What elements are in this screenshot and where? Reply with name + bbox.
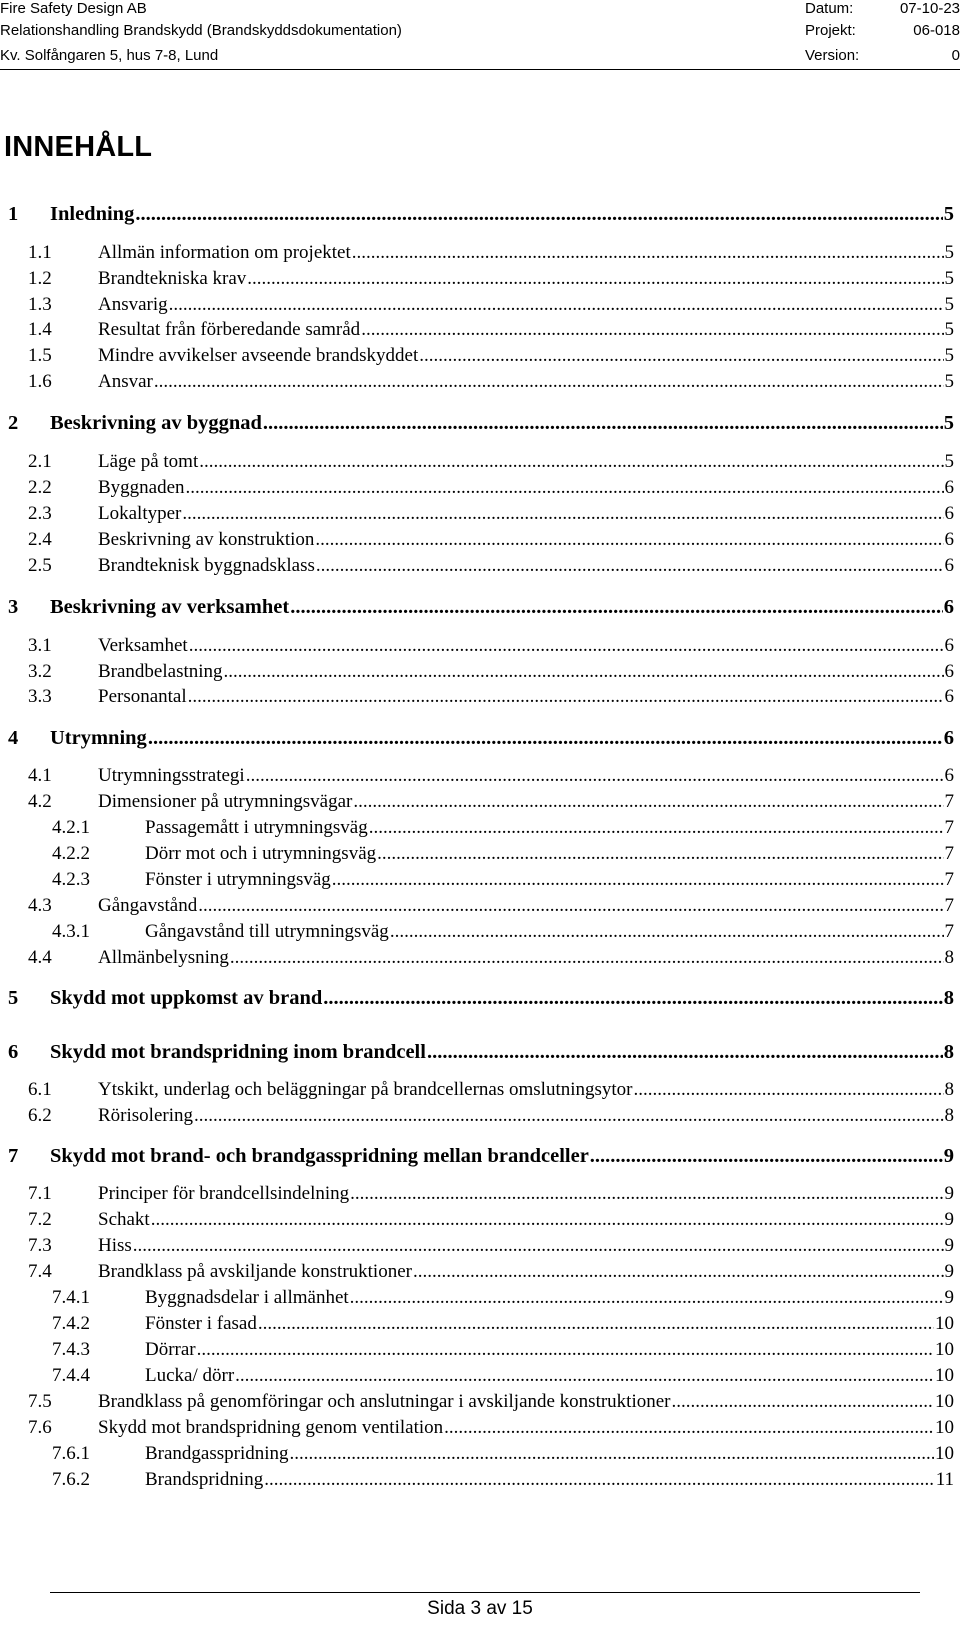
toc-entry-title: Gångavstånd bbox=[98, 895, 198, 916]
toc-entry-page: 9 bbox=[944, 1209, 954, 1230]
toc-entry-number: 4.2.2 bbox=[52, 843, 90, 864]
toc-entry-page: 9 bbox=[943, 1145, 954, 1167]
toc-dot-leader bbox=[188, 685, 944, 709]
toc-entry[interactable] bbox=[52, 868, 954, 892]
toc-entry-page: 8 bbox=[943, 987, 954, 1009]
toc-entry-page: 8 bbox=[943, 1041, 954, 1063]
toc-entry-page: 6 bbox=[944, 661, 954, 682]
toc-dot-leader bbox=[323, 985, 942, 1011]
toc-entry[interactable] bbox=[28, 1182, 954, 1206]
toc-entry-title: Schakt bbox=[98, 1209, 150, 1230]
toc-entry[interactable] bbox=[8, 594, 954, 620]
toc-entry-number: 7.5 bbox=[28, 1391, 52, 1412]
toc-entry-number: 6.1 bbox=[28, 1079, 52, 1100]
toc-entry-page: 9 bbox=[944, 1287, 954, 1308]
toc-entry-title: Ansvarig bbox=[98, 294, 168, 315]
toc-dot-leader bbox=[230, 946, 944, 970]
toc-dot-leader bbox=[377, 842, 943, 866]
toc-entry-page: 10 bbox=[935, 1339, 954, 1360]
toc-entry-page: 7 bbox=[944, 791, 954, 812]
toc-entry-number: 6 bbox=[8, 1041, 19, 1063]
header-divider bbox=[0, 69, 960, 70]
toc-entry-number: 7.4.1 bbox=[52, 1287, 90, 1308]
toc-dot-leader bbox=[199, 450, 943, 474]
toc-entry-number: 2.5 bbox=[28, 555, 52, 576]
toc-entry-title: Skydd mot brand- och brandgasspridning mellan brandceller bbox=[50, 1145, 589, 1167]
toc-entry-page: 5 bbox=[944, 319, 954, 340]
toc-entry[interactable] bbox=[28, 450, 954, 474]
toc-entry-number: 2.2 bbox=[28, 477, 52, 498]
page-number: Sida 3 av 15 bbox=[427, 1598, 533, 1619]
toc-entry[interactable] bbox=[52, 1338, 954, 1362]
toc-entry[interactable] bbox=[52, 920, 954, 944]
toc-entry-page: 8 bbox=[944, 1105, 954, 1126]
toc-entry-number: 1.5 bbox=[28, 345, 52, 366]
toc-entry-page: 6 bbox=[944, 555, 954, 576]
toc-dot-leader bbox=[169, 293, 944, 317]
toc-entry-page: 7 bbox=[944, 817, 954, 838]
toc-entry-number: 7.4 bbox=[28, 1261, 52, 1282]
toc-entry-number: 7.3 bbox=[28, 1235, 52, 1256]
toc-dot-leader bbox=[247, 267, 943, 291]
toc-entry[interactable] bbox=[8, 1039, 954, 1065]
toc-entry-number: 3.3 bbox=[28, 686, 52, 707]
toc-entry[interactable] bbox=[28, 502, 954, 526]
toc-dot-leader bbox=[186, 476, 944, 500]
toc-entry-number: 4.3.1 bbox=[52, 921, 90, 942]
toc-dot-leader bbox=[224, 660, 944, 684]
toc-entry-page: 6 bbox=[944, 635, 954, 656]
toc-entry-number: 5 bbox=[8, 987, 19, 1009]
toc-entry-title: Principer för brandcellsindelning bbox=[98, 1183, 350, 1204]
toc-dot-leader bbox=[235, 1364, 934, 1388]
toc-entry-number: 2.3 bbox=[28, 503, 52, 524]
toc-entry[interactable] bbox=[28, 1208, 954, 1232]
toc-entry-number: 2.4 bbox=[28, 529, 52, 550]
toc-dot-leader bbox=[135, 201, 942, 227]
toc-dot-leader bbox=[332, 868, 944, 892]
toc-entry-number: 1.2 bbox=[28, 268, 52, 289]
toc-dot-leader bbox=[590, 1143, 943, 1169]
toc-entry-page: 6 bbox=[943, 727, 954, 749]
toc-entry-page: 6 bbox=[944, 529, 954, 550]
toc-entry[interactable] bbox=[28, 293, 954, 317]
toc-entry-title: Beskrivning av verksamhet bbox=[50, 596, 290, 618]
toc-entry-title: Skydd mot uppkomst av brand bbox=[50, 987, 323, 1009]
toc-entry-page: 6 bbox=[944, 686, 954, 707]
toc-entry-title: Mindre avvikelser avseende brandskyddet bbox=[98, 345, 419, 366]
toc-entry-page: 5 bbox=[944, 451, 954, 472]
toc-entry-number: 2 bbox=[8, 412, 19, 434]
toc-dot-leader bbox=[151, 1208, 944, 1232]
toc-entry-title: Dörr mot och i utrymningsväg bbox=[145, 843, 377, 864]
toc-entry-page: 9 bbox=[944, 1261, 954, 1282]
toc-dot-leader bbox=[353, 790, 943, 814]
toc-entry[interactable] bbox=[8, 1143, 954, 1169]
toc-entry-page: 9 bbox=[944, 1235, 954, 1256]
toc-entry-title: Lokaltyper bbox=[98, 503, 182, 524]
toc-entry-page: 7 bbox=[944, 921, 954, 942]
toc-dot-leader bbox=[246, 764, 944, 788]
toc-entry[interactable] bbox=[52, 842, 954, 866]
toc-dot-leader bbox=[315, 528, 943, 552]
toc-entry[interactable] bbox=[28, 241, 954, 265]
toc-entry-title: Brandtekniska krav bbox=[98, 268, 247, 289]
toc-entry-page: 10 bbox=[935, 1365, 954, 1386]
toc-dot-leader bbox=[350, 1182, 943, 1206]
toc-entry[interactable] bbox=[8, 201, 954, 227]
toc-dot-leader bbox=[419, 344, 943, 368]
toc-dot-leader bbox=[352, 241, 944, 265]
toc-entry[interactable] bbox=[52, 1286, 954, 1310]
toc-entry-number: 1.6 bbox=[28, 371, 52, 392]
toc-entry[interactable] bbox=[28, 790, 954, 814]
toc-entry[interactable] bbox=[28, 554, 954, 578]
toc-entry-number: 4.2 bbox=[28, 791, 52, 812]
toc-entry-number: 3.2 bbox=[28, 661, 52, 682]
toc-dot-leader bbox=[133, 1234, 944, 1258]
toc-entry[interactable] bbox=[28, 528, 954, 552]
toc-entry-title: Personantal bbox=[98, 686, 187, 707]
toc-entry-number: 4.1 bbox=[28, 765, 52, 786]
toc-entry-title: Skydd mot brandspridning inom brandcell bbox=[50, 1041, 426, 1063]
toc-entry-page: 10 bbox=[935, 1313, 954, 1334]
toc-entry[interactable] bbox=[28, 946, 954, 970]
toc-entry-title: Brandbelastning bbox=[98, 661, 223, 682]
toc-entry-page: 10 bbox=[935, 1443, 954, 1464]
toc-entry-title: Utrymning bbox=[50, 727, 147, 749]
toc-entry-title: Byggnadsdelar i allmänhet bbox=[145, 1287, 349, 1308]
toc-entry[interactable] bbox=[8, 725, 954, 751]
toc-entry[interactable] bbox=[28, 344, 954, 368]
toc-entry-page: 6 bbox=[944, 503, 954, 524]
toc-entry-number: 4.2.3 bbox=[52, 869, 90, 890]
footer-divider bbox=[50, 1592, 920, 1593]
toc-entry-page: 10 bbox=[935, 1417, 954, 1438]
toc-entry-number: 1.3 bbox=[28, 294, 52, 315]
toc-dot-leader bbox=[290, 594, 943, 620]
toc-entry-page: 7 bbox=[944, 869, 954, 890]
toc-entry-title: Läge på tomt bbox=[98, 451, 199, 472]
toc-entry-title: Gångavstånd till utrymningsväg bbox=[145, 921, 389, 942]
toc-entry-number: 3 bbox=[8, 596, 19, 618]
toc-dot-leader bbox=[182, 502, 943, 526]
toc-entry-title: Fönster i utrymningsväg bbox=[145, 869, 331, 890]
toc-entry-title: Ytskikt, underlag och beläggningar på brandcellernas omslutningsytor bbox=[98, 1079, 633, 1100]
toc-entry-title: Ansvar bbox=[98, 371, 153, 392]
toc-entry-number: 4.2.1 bbox=[52, 817, 90, 838]
header-date-value: 07-10-23 bbox=[899, 0, 960, 17]
toc-dot-leader bbox=[672, 1390, 934, 1414]
toc-entry-number: 4 bbox=[8, 727, 19, 749]
toc-entry-number: 7.6.2 bbox=[52, 1469, 90, 1490]
toc-entry[interactable] bbox=[28, 318, 954, 342]
toc-dot-leader bbox=[258, 1312, 934, 1336]
toc-entry[interactable] bbox=[28, 1260, 954, 1284]
toc-entry[interactable] bbox=[28, 1078, 954, 1102]
toc-entry-number: 7.1 bbox=[28, 1183, 52, 1204]
toc-entry[interactable] bbox=[28, 660, 954, 684]
toc-entry[interactable] bbox=[28, 634, 954, 658]
toc-entry-number: 1.4 bbox=[28, 319, 52, 340]
toc-dot-leader bbox=[263, 410, 943, 436]
toc-entry-number: 1.1 bbox=[28, 242, 52, 263]
toc-entry[interactable] bbox=[52, 1312, 954, 1336]
toc-entry-title: Brandteknisk byggnadsklass bbox=[98, 555, 315, 576]
toc-entry-page: 5 bbox=[944, 242, 954, 263]
toc-dot-leader bbox=[427, 1039, 943, 1065]
toc-entry-title: Beskrivning av konstruktion bbox=[98, 529, 315, 550]
toc-entry-number: 7.6 bbox=[28, 1417, 52, 1438]
toc-entry-page: 6 bbox=[944, 765, 954, 786]
toc-entry[interactable] bbox=[28, 1390, 954, 1414]
toc-entry-page: 6 bbox=[944, 477, 954, 498]
toc-dot-leader bbox=[413, 1260, 944, 1284]
toc-entry-title: Skydd mot brandspridning genom ventilation bbox=[98, 1417, 444, 1438]
toc-entry-title: Allmän information om projektet bbox=[98, 242, 351, 263]
toc-entry-page: 8 bbox=[944, 1079, 954, 1100]
toc-dot-leader bbox=[198, 894, 943, 918]
toc-entry-page: 5 bbox=[943, 203, 954, 225]
toc-dot-leader bbox=[148, 725, 943, 751]
toc-entry[interactable] bbox=[28, 685, 954, 709]
toc-dot-leader bbox=[350, 1286, 944, 1310]
toc-entry[interactable] bbox=[28, 370, 954, 394]
toc-entry-title: Fönster i fasad bbox=[145, 1313, 257, 1334]
toc-entry-title: Rörisolering bbox=[98, 1105, 193, 1126]
toc-entry[interactable] bbox=[8, 410, 954, 436]
header-date-label: Datum: bbox=[805, 0, 854, 17]
toc-entry-number: 2.1 bbox=[28, 451, 52, 472]
toc-entry-number: 7.4.3 bbox=[52, 1339, 90, 1360]
toc-entry-title: Allmänbelysning bbox=[98, 947, 229, 968]
toc-entry-number: 7.2 bbox=[28, 1209, 52, 1230]
toc-entry-title: Utrymningsstrategi bbox=[98, 765, 245, 786]
toc-entry-number: 7 bbox=[8, 1145, 19, 1167]
toc-entry-title: Brandgasspridning bbox=[145, 1443, 289, 1464]
toc-entry[interactable] bbox=[8, 985, 954, 1011]
header-document: Relationshandling Brandskydd (Brandskyddsdokumentation) bbox=[0, 22, 402, 39]
toc-entry-title: Dimensioner på utrymningsvägar bbox=[98, 791, 353, 812]
toc-dot-leader bbox=[634, 1078, 944, 1102]
toc-entry[interactable] bbox=[28, 1416, 954, 1440]
toc-entry-number: 6.2 bbox=[28, 1105, 52, 1126]
toc-entry[interactable] bbox=[28, 1104, 954, 1128]
toc-entry-number: 1 bbox=[8, 203, 19, 225]
toc-dot-leader bbox=[361, 318, 943, 342]
toc-entry-title: Lucka/ dörr bbox=[145, 1365, 235, 1386]
toc-dot-leader bbox=[290, 1442, 934, 1466]
toc-entry-number: 4.4 bbox=[28, 947, 52, 968]
toc-entry-title: Byggnaden bbox=[98, 477, 185, 498]
toc-entry-page: 8 bbox=[944, 947, 954, 968]
toc-entry-title: Brandspridning bbox=[145, 1469, 264, 1490]
toc-entry-page: 5 bbox=[944, 371, 954, 392]
toc-entry-page: 7 bbox=[944, 843, 954, 864]
toc-entry-number: 3.1 bbox=[28, 635, 52, 656]
toc-dot-leader bbox=[194, 1104, 944, 1128]
toc-entry[interactable] bbox=[28, 764, 954, 788]
toc-entry-title: Dörrar bbox=[145, 1339, 196, 1360]
toc-entry-title: Passagemått i utrymningsväg bbox=[145, 817, 368, 838]
toc-entry-page: 11 bbox=[935, 1469, 954, 1490]
toc-entry-page: 5 bbox=[944, 345, 954, 366]
toc-entry-title: Brandklass på genomföringar och anslutningar i avskiljande konstruktioner bbox=[98, 1391, 671, 1412]
toc-dot-leader bbox=[189, 634, 944, 658]
toc-dot-leader bbox=[264, 1468, 934, 1492]
toc-dot-leader bbox=[369, 816, 944, 840]
header-project-label: Projekt: bbox=[805, 22, 856, 39]
toc-entry-page: 7 bbox=[944, 895, 954, 916]
toc-entry[interactable] bbox=[52, 1364, 954, 1388]
header-property: Kv. Solfångaren 5, hus 7-8, Lund bbox=[0, 47, 219, 64]
toc-entry-page: 6 bbox=[943, 596, 954, 618]
toc-entry[interactable] bbox=[52, 1468, 954, 1492]
toc-entry-title: Hiss bbox=[98, 1235, 132, 1256]
header-company: Fire Safety Design AB bbox=[0, 0, 147, 17]
toc-entry[interactable] bbox=[28, 476, 954, 500]
toc-entry-page: 5 bbox=[944, 294, 954, 315]
toc-heading: INNEHÅLL bbox=[4, 131, 153, 163]
toc-dot-leader bbox=[444, 1416, 934, 1440]
toc-dot-leader bbox=[390, 920, 944, 944]
toc-entry-number: 7.4.2 bbox=[52, 1313, 90, 1334]
toc-entry-page: 10 bbox=[935, 1391, 954, 1412]
header-project-value: 06-018 bbox=[913, 22, 960, 39]
toc-entry[interactable] bbox=[52, 1442, 954, 1466]
toc-entry[interactable] bbox=[28, 267, 954, 291]
toc-entry-page: 5 bbox=[943, 412, 954, 434]
toc-entry-number: 4.3 bbox=[28, 895, 52, 916]
toc-entry-title: Verksamhet bbox=[98, 635, 188, 656]
toc-dot-leader bbox=[316, 554, 944, 578]
header-version-label: Version: bbox=[805, 47, 860, 64]
toc-entry-title: Beskrivning av byggnad bbox=[50, 412, 262, 434]
toc-entry[interactable] bbox=[28, 894, 954, 918]
toc-entry-page: 5 bbox=[944, 268, 954, 289]
toc-entry-number: 7.4.4 bbox=[52, 1365, 90, 1386]
toc-entry-title: Resultat från förberedande samråd bbox=[98, 319, 361, 340]
toc-entry-title: Brandklass på avskiljande konstruktioner bbox=[98, 1261, 412, 1282]
header-version-value: 0 bbox=[951, 47, 960, 64]
toc-entry-number: 7.6.1 bbox=[52, 1443, 90, 1464]
toc-dot-leader bbox=[197, 1338, 934, 1362]
toc-entry[interactable] bbox=[28, 1234, 954, 1258]
toc-entry[interactable] bbox=[52, 816, 954, 840]
toc-dot-leader bbox=[154, 370, 944, 394]
toc-entry-title: Inledning bbox=[50, 203, 135, 225]
toc-entry-page: 9 bbox=[944, 1183, 954, 1204]
